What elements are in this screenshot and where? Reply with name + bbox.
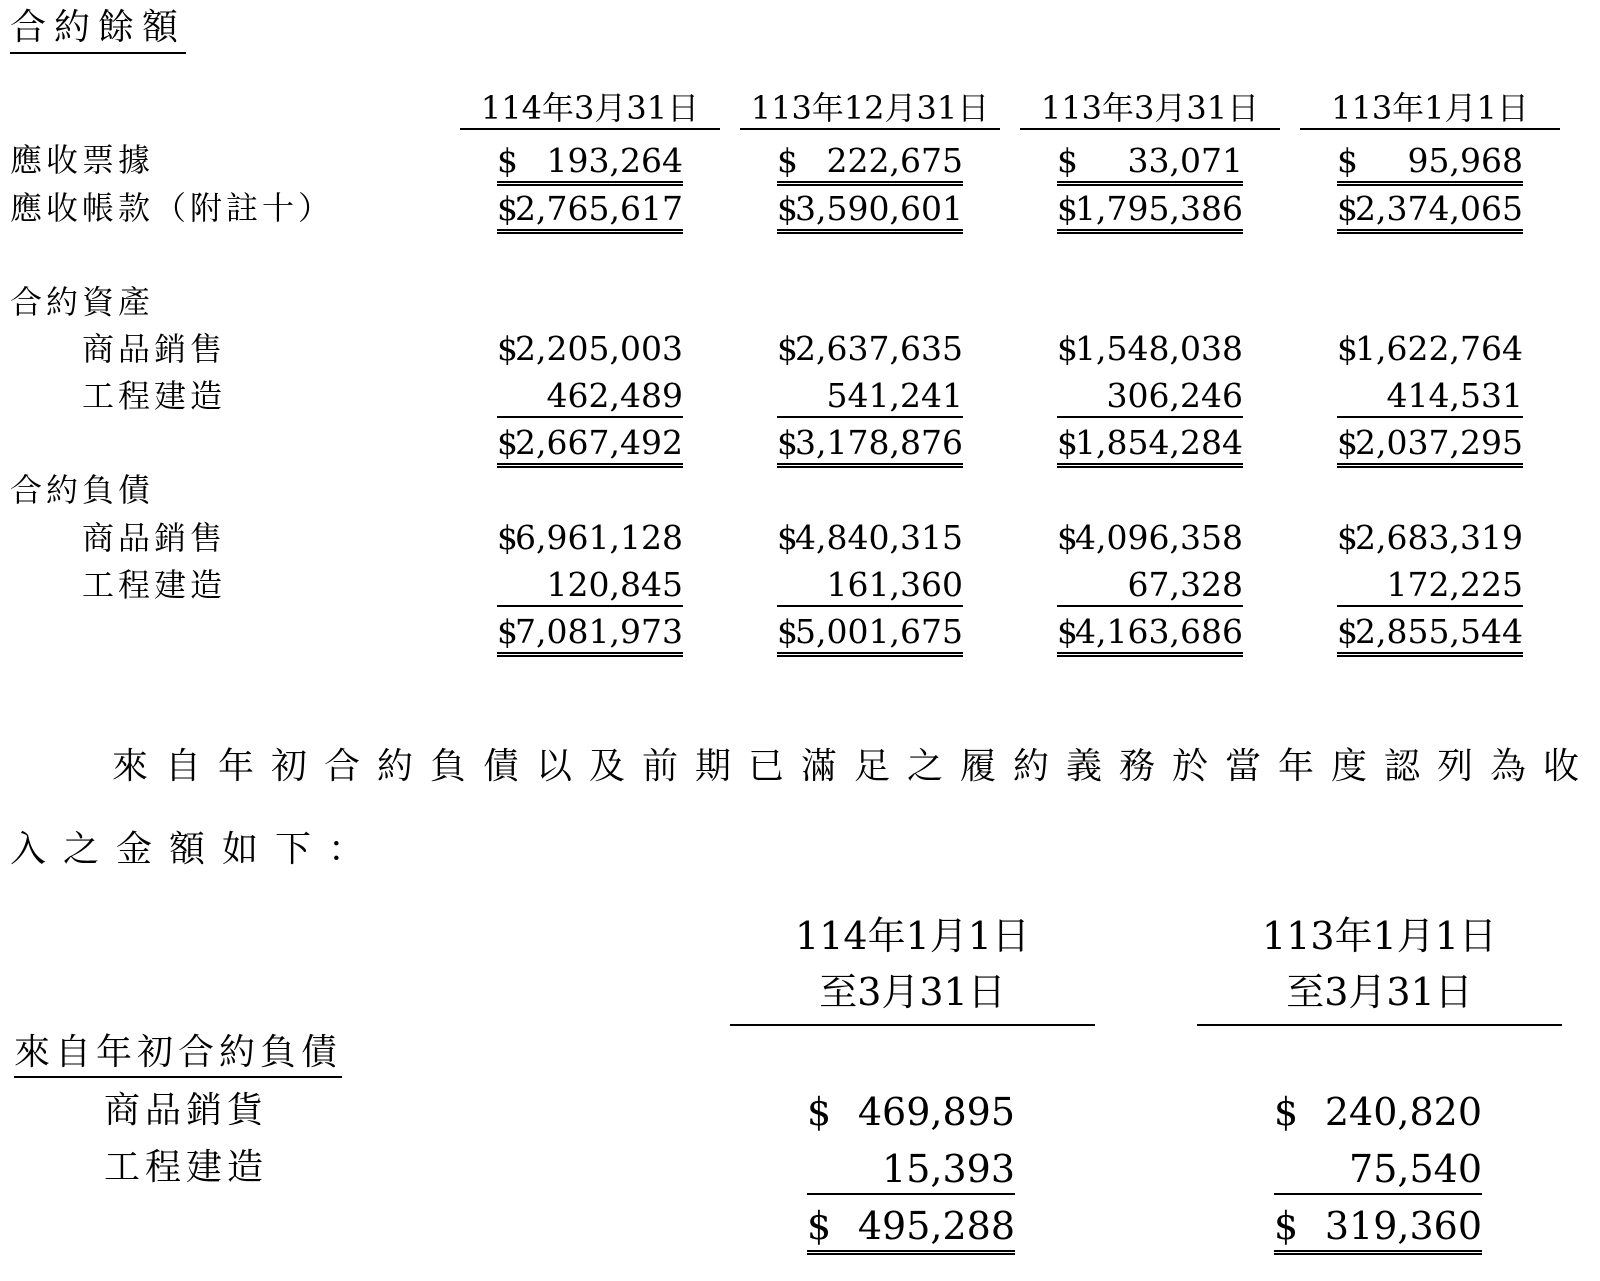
table-cell xyxy=(1057,189,1243,234)
table-cell xyxy=(497,141,683,186)
table-cell xyxy=(1274,1088,1482,1136)
cell-value: 495,288 xyxy=(857,1204,1015,1248)
cell-value: 15,393 xyxy=(882,1147,1015,1191)
cell-value: 2,205,003 xyxy=(515,329,683,368)
currency-sign: $ xyxy=(777,518,798,557)
total-cell xyxy=(1337,612,1523,657)
table-cell xyxy=(497,518,683,558)
currency-sign: $ xyxy=(777,141,798,180)
cell-value: 1,854,284 xyxy=(1075,423,1243,462)
cell-value: 319,360 xyxy=(1324,1204,1482,1248)
row-label: 商品銷售 xyxy=(82,519,227,557)
currency-sign: $ xyxy=(1337,518,1358,557)
table-cell xyxy=(807,1088,1015,1136)
table-cell xyxy=(807,1145,1015,1195)
table-cell xyxy=(1057,329,1243,369)
cell-value: 2,374,065 xyxy=(1355,189,1523,228)
currency-sign: $ xyxy=(497,423,518,462)
total-cell xyxy=(1337,423,1523,468)
currency-sign: $ xyxy=(497,329,518,368)
total-cell xyxy=(1274,1202,1482,1255)
table-cell xyxy=(1337,376,1523,418)
row-label: 應收票據 xyxy=(10,141,155,179)
cell-value: 2,855,544 xyxy=(1355,612,1523,651)
cell-value: 306,246 xyxy=(1106,376,1243,415)
cell-value: 2,637,635 xyxy=(795,329,963,368)
currency-sign: $ xyxy=(807,1090,832,1134)
currency-sign: $ xyxy=(1337,329,1358,368)
currency-sign: $ xyxy=(1337,612,1358,651)
cell-value: 75,540 xyxy=(1349,1147,1482,1191)
table-cell xyxy=(777,518,963,558)
cell-value: 6,961,128 xyxy=(515,518,683,557)
table-cell xyxy=(1337,329,1523,369)
total-cell xyxy=(1057,612,1243,657)
total-cell xyxy=(1057,423,1243,468)
column-header: 113年1月1日 xyxy=(1300,88,1560,130)
cell-value: 3,590,601 xyxy=(795,189,963,228)
table-cell xyxy=(777,189,963,234)
cell-value: 67,328 xyxy=(1127,565,1243,604)
row-label: 商品銷售 xyxy=(82,330,227,368)
column-header: 113年3月31日 xyxy=(1020,88,1280,130)
table-cell xyxy=(1057,565,1243,607)
cell-value: 5,001,675 xyxy=(795,612,963,651)
currency-sign: $ xyxy=(1057,423,1078,462)
section-title: 合約餘額 xyxy=(10,6,186,54)
total-cell xyxy=(497,423,683,468)
cell-value: 95,968 xyxy=(1407,141,1523,180)
currency-sign: $ xyxy=(497,518,518,557)
cell-value: 7,081,973 xyxy=(515,612,683,651)
cell-value: 4,163,686 xyxy=(1075,612,1243,651)
table-cell xyxy=(1057,141,1243,186)
currency-sign: $ xyxy=(1057,189,1078,228)
column-header-line2: 至3月31日 xyxy=(819,970,1006,1014)
cell-value: 462,489 xyxy=(546,376,683,415)
cell-value: 1,622,764 xyxy=(1355,329,1523,368)
cell-value: 1,548,038 xyxy=(1075,329,1243,368)
total-cell xyxy=(777,423,963,468)
currency-sign: $ xyxy=(1274,1090,1299,1134)
column-header: 113年12月31日 xyxy=(740,88,1000,130)
currency-sign: $ xyxy=(1274,1204,1299,1248)
cell-value: 541,241 xyxy=(826,376,963,415)
total-cell xyxy=(497,612,683,657)
cell-value: 2,037,295 xyxy=(1355,423,1523,462)
row-label: 工程建造 xyxy=(82,377,227,415)
total-cell xyxy=(777,612,963,657)
row-label: 工程建造 xyxy=(104,1147,269,1188)
row-label: 工程建造 xyxy=(82,566,227,604)
section-heading: 合約資產 xyxy=(10,283,155,321)
currency-sign: $ xyxy=(777,423,798,462)
currency-sign: $ xyxy=(1337,423,1358,462)
section-heading: 合約負債 xyxy=(10,471,155,509)
cell-value: 4,840,315 xyxy=(795,518,963,557)
currency-sign: $ xyxy=(1337,189,1358,228)
table-cell xyxy=(1274,1145,1482,1195)
cell-value: 193,264 xyxy=(546,141,683,180)
table-cell xyxy=(497,565,683,607)
column-header xyxy=(1197,908,1562,1026)
currency-sign: $ xyxy=(1057,612,1078,651)
table-cell xyxy=(1337,518,1523,558)
cell-value: 240,820 xyxy=(1324,1090,1482,1134)
table-cell xyxy=(777,141,963,186)
table-cell xyxy=(777,329,963,369)
column-header: 114年3月31日 xyxy=(460,88,720,130)
paragraph-line-2: 入之金額如下： xyxy=(10,829,382,870)
currency-sign: $ xyxy=(1057,329,1078,368)
currency-sign: $ xyxy=(807,1204,832,1248)
table-cell xyxy=(1337,189,1523,234)
table-cell xyxy=(777,565,963,607)
cell-value: 4,096,358 xyxy=(1075,518,1243,557)
currency-sign: $ xyxy=(1057,141,1078,180)
currency-sign: $ xyxy=(497,612,518,651)
table-cell xyxy=(1337,141,1523,186)
table-cell xyxy=(497,376,683,418)
paragraph-line-1: 來自年初合約負債以及前期已滿足之履約義務於當年度認列為收 xyxy=(112,746,1597,787)
cell-value: 120,845 xyxy=(546,565,683,604)
total-cell xyxy=(807,1202,1015,1255)
column-header xyxy=(730,908,1095,1026)
row-label: 商品銷貨 xyxy=(104,1090,269,1131)
row-label: 應收帳款（附註十） xyxy=(10,189,335,227)
table-cell xyxy=(497,329,683,369)
table-cell xyxy=(777,376,963,418)
cell-value: 33,071 xyxy=(1127,141,1243,180)
currency-sign: $ xyxy=(777,329,798,368)
cell-value: 469,895 xyxy=(857,1090,1015,1134)
column-header-line1: 113年1月1日 xyxy=(1262,914,1497,958)
currency-sign: $ xyxy=(497,141,518,180)
table-cell xyxy=(497,189,683,234)
column-header-line1: 114年1月1日 xyxy=(795,914,1030,958)
currency-sign: $ xyxy=(777,612,798,651)
cell-value: 222,675 xyxy=(826,141,963,180)
currency-sign: $ xyxy=(1057,518,1078,557)
cell-value: 172,225 xyxy=(1386,565,1523,604)
cell-value: 2,667,492 xyxy=(515,423,683,462)
currency-sign: $ xyxy=(777,189,798,228)
cell-value: 3,178,876 xyxy=(795,423,963,462)
section-heading: 來自年初合約負債 xyxy=(14,1030,342,1078)
currency-sign: $ xyxy=(497,189,518,228)
cell-value: 414,531 xyxy=(1386,376,1523,415)
table-cell xyxy=(1057,518,1243,558)
column-header-line2: 至3月31日 xyxy=(1286,970,1473,1014)
cell-value: 2,683,319 xyxy=(1355,518,1523,557)
cell-value: 161,360 xyxy=(826,565,963,604)
cell-value: 1,795,386 xyxy=(1075,189,1243,228)
table-cell xyxy=(1057,376,1243,418)
currency-sign: $ xyxy=(1337,141,1358,180)
table-cell xyxy=(1337,565,1523,607)
cell-value: 2,765,617 xyxy=(515,189,683,228)
